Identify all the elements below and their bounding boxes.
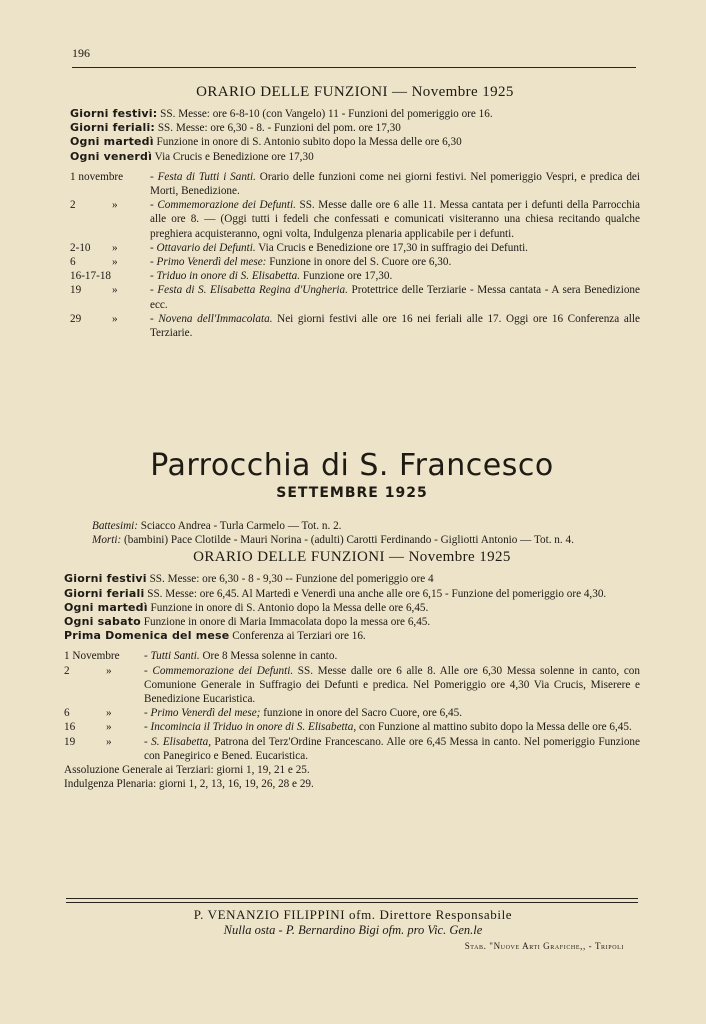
schedule-line: Ogni martedì Funzione in onore di S. Antonio subito dopo la Messa delle ore 6,30 [70,135,462,149]
calendar-entry: 6 » - Primo Venerdì del mese; funzione in onore del Sacro Cuore, ore 6,45. [64,707,463,720]
calendar-entry: 16 » - Incomincia il Triduo in onore di S. Elisabetta, con Funzione al mattino subito dopo la Messa delle ore 6,45. [64,721,632,734]
schedule-line: Giorni feriali SS. Messe: ore 6,45. Al Martedì e Venerdì una anche alle ore 6,15 - Funzione del pomeriggio ore 4,30. [64,586,607,600]
section-parish-san-francesco [64,444,640,791]
note-line: Assoluzione Generale ai Terziari: giorni 1, 19, 21 e 25. [64,764,310,777]
section1-schedule [70,107,640,164]
section2-notes [64,763,640,791]
calendar-entry: 16-17-18 - Triduo in onore di S. Elisabetta. Funzione ore 17,30. [70,270,393,283]
footer-director: P. VENANZIO FILIPPINI ofm. Direttore Responsabile [193,907,513,922]
calendar-entry: 29 » - Novena dell'Immacolata. Nei giorni festivi alle ore 16 nei feriali alle 17. Oggi ore 16 Conferenza alle Terziarie. [70,312,640,340]
note-line: Indulgenza Plenaria: giorni 1, 2, 13, 16, 19, 26, 28 e 29. [64,778,314,791]
section-parish-1 [70,84,640,340]
calendar-entry: 2 » - Commemorazione dei Defunti. SS. Messe dalle ore 6 alle 11. Messa cantata per i defunti della Parrocchia alle ore 8. — (Oggi tutti i fedeli che confessati e comunicati visiteranno una chiesa recitando qualche preghiera acquisteranno, ogni volta, Indulgenza plenaria applicabile per i defunti. [70,199,641,240]
footer-printer: Stab. "Nuove Arti Grafiche,, - Tripoli [464,941,624,951]
section2-heading: ORARIO DELLE FUNZIONI — Novembre 1925 [193,549,511,566]
schedule-line: Giorni feriali: SS. Messe: ore 6,30 - 8. - Funzioni del pom. ore 17,30 [70,121,401,135]
deaths-line: Morti: (bambini) Pace Clotilde - Mauri Norina - (adulti) Carotti Ferdinando - Gigliotti Antonio — Tot. n. 4. [92,534,574,547]
calendar-entry: 1 Novembre - Tutti Santi. Ore 8 Messa solenne in canto. [64,650,338,663]
footer-nulla-osta: Nulla osta - P. Bernardino Bigi ofm. pro Vic. Gen.le [223,923,483,937]
parish-subtitle: SETTEMBRE 1925 [276,485,428,501]
calendar-entry: 19 » - Festa di S. Elisabetta Regina d'Ungheria. Protettrice delle Terziarie - Messa cantata - A sera Benedizione ecc. [70,284,640,311]
header-rule [72,67,636,68]
section2-schedule [64,572,640,643]
schedule-line: Giorni festivi: SS. Messe: ore 6-8-10 (con Vangelo) 11 - Funzioni del pomeriggio ore 16. [70,107,493,120]
section1-calendar [70,170,640,340]
parish-registry [64,519,640,547]
footer-rule [66,902,638,903]
page-number: 196 [72,46,90,60]
calendar-entry: 2-10 » - Ottavario dei Defunti. Via Crucis e Benedizione ore 17,30 in suffragio dei Defunti. [70,241,528,254]
schedule-line: Prima Domenica del mese Conferenza ai Terziari ore 16. [64,629,366,643]
schedule-line: Ogni martedì Funzione in onore di S. Antonio dopo la Messa delle ore 6,45. [64,600,429,614]
section2-calendar [64,649,640,763]
calendar-entry: 6 » - Primo Venerdì del mese: Funzione in onore del S. Cuore ore 6,30. [70,256,452,269]
baptisms-line: Battesimi: Sciacco Andrea - Turla Carmelo — Tot. n. 2. [92,520,342,532]
parish-title: Parrocchia di S. Francesco [150,448,554,483]
schedule-line: Giorni festivi SS. Messe: ore 6,30 - 8 - 9,30 -- Funzione del pomeriggio ore 4 [64,572,434,586]
calendar-entry: 2 » - Commemorazione dei Defunti. SS. Messe dalle ore 6 alle 8. Alle ore 6,30 Messa solenne in canto, con Comunione Generale in Suffragio dei Defunti e predica. Nel Pomeriggio ore 4,30 Via Crucis, Miserere e Benedizione Eucaristica. [64,664,640,706]
calendar-entry: 19 » - S. Elisabetta, Patrona del Terz'Ordine Francescano. Alle ore 6,45 Messa in canto. Nel pomeriggio Funzione con Panegirico e Bened. Eucaristica. [64,735,640,762]
calendar-entry: 1 novembre - Festa di Tutti i Santi. Orario delle funzioni come nei giorni festivi. Nel pomeriggio Vespri, e predica dei Morti, Benedizione. [70,170,641,198]
section1-heading: ORARIO DELLE FUNZIONI — Novembre 1925 [196,84,514,100]
schedule-line: Ogni sabato Funzione in onore di Maria Immacolata dopo la messa ore 6,45. [64,615,431,629]
schedule-line: Ogni venerdì Via Crucis e Benedizione ore 17,30 [70,149,314,163]
footer-rule [66,898,638,899]
